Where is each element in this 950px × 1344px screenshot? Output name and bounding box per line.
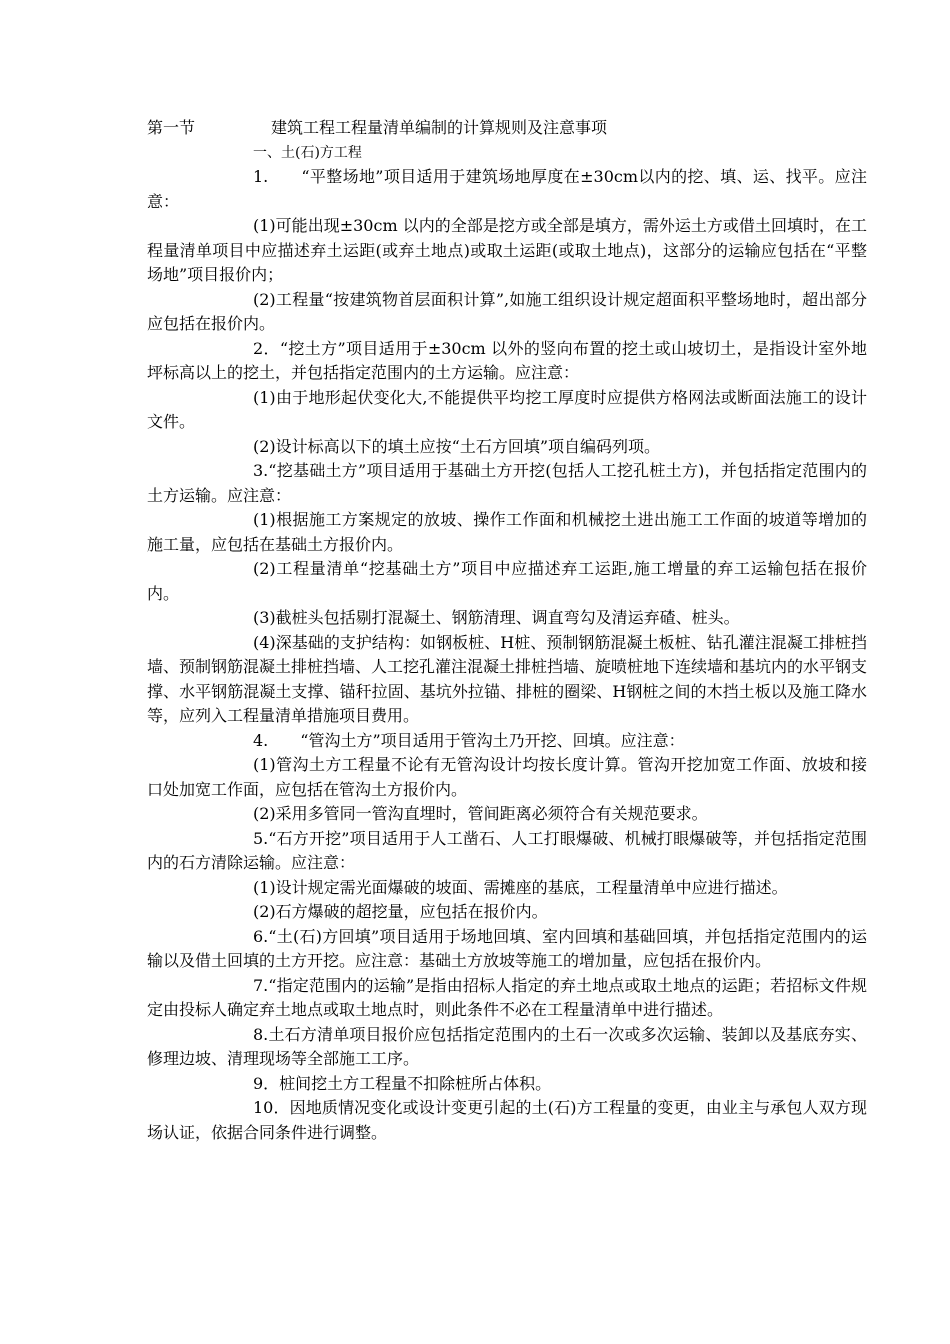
paragraph: (2)工程量“按建筑物首层面积计算”,如施工组织设计规定超面积平整场地时，超出部分应包括在报价内。 [147,289,867,333]
paragraph: (2)石方爆破的超挖量，应包括在报价内。 [253,902,548,921]
paragraph: 6.“土(石)方回填”项目适用于场地回填、室内回填和基础回填，并包括指定范围内的运输以及借土回填的土方开挖。应注意：基础土方放坡等施工的增加量，应包括在报价内。 [147,926,867,970]
paragraph: 4. “管沟土方”项目适用于管沟土乃开挖、回填。应注意： [253,730,685,750]
paragraph: 9．桩间挖土方工程量不扣除桩所占体积。 [253,1073,552,1093]
paragraph: (1)管沟土方工程量不论有无管沟设计均按长度计算。管沟开挖加宽工作面、放坡和接口处加宽工作面，应包括在管沟土方报价内。 [147,755,867,799]
paragraph: 1. “平整场地”项目适用于建筑场地厚度在±30cm以内的挖、填、运、找平。应注意： [147,167,867,211]
paragraph: (2)采用多管同一管沟直埋时，管间距离必须符合有关规范要求。 [253,804,708,823]
paragraph: 7.“指定范围内的运输”是指由招标人指定的弃土地点或取土地点的运距；若招标文件规定由投标人确定弃土地点或取土地点时，则此条件不必在工程量清单中进行描述。 [147,975,867,1019]
paragraph: 2．“挖土方”项目适用于±30cm 以外的竖向布置的挖土或山坡切土，是指设计室外地坪标高以上的挖土，并包括指定范围内的土方运输。应注意： [147,338,867,382]
section-title: 建筑工程工程量清单编制的计算规则及注意事项 [271,118,608,137]
paragraph: (4)深基础的支护结构：如钢板桩、H桩、预制钢筋混凝土板桩、钻孔灌注混凝工排桩挡墙、预制钢筋混凝土排桩挡墙、人工挖孔灌注混凝土排桩挡墙、旋喷桩地下连续墙和基坑内的水平钢支撑、水平钢筋混凝土支撑、锚秆拉固、基坑外拉锚、排桩的圈梁、H钢桩之间的木挡土板以及施工降水等，应列入工程量清单措施项目费用。 [147,632,868,725]
paragraph: (2)工程量清单“挖基础土方”项目中应描述弃工运距,施工增量的弃工运输包括在报价内。 [147,559,867,603]
subsection-heading: 一、土(石)方工程 [253,145,362,161]
paragraph: (1)根据施工方案规定的放坡、操作工作面和机械挖土进出施工工作面的坡道等增加的施工量，应包括在基础土方报价内。 [147,510,867,554]
document-body [147,118,867,1145]
paragraph: (3)截桩头包括剔打混凝土、钢筋清理、调直弯勾及清运弃碴、桩头。 [253,608,740,627]
section-label: 第一节 [147,118,196,137]
paragraph: 3.“挖基础土方”项目适用于基础土方开挖(包括人工挖孔桩土方)，并包括指定范围内的土方运输。应注意： [147,461,867,505]
paragraph: 8.土石方清单项目报价应包括指定范围内的土石一次或多次运输、装卸以及基底夯实、修理边坡、清理现场等全部施工工序。 [147,1024,867,1068]
paragraph: (1)由于地形起伏变化大,不能提供平均挖工厚度时应提供方格网法或断面法施工的设计文件。 [147,387,867,431]
paragraph: (1)设计规定需光面爆破的坡面、需摊座的基底，工程量清单中应进行描述。 [253,877,788,897]
paragraph: 5.“石方开挖”项目适用于人工凿石、人工打眼爆破、机械打眼爆破等，并包括指定范围内的石方清除运输。应注意： [147,828,867,872]
paragraph: (1)可能出现±30cm 以内的全部是挖方或全部是填方，需外运土方或借土回填时，在工程量清单项目中应描述弃土运距(或弃土地点)或取土运距(或取土地点)，这部分的运输应包括在“平整场地”项目报价内； [147,216,867,284]
paragraph: 10．因地质情况变化或设计变更引起的土(石)方工程量的变更，由业主与承包人双方现场认证，依据合同条件进行调整。 [147,1098,867,1142]
paragraph: (2)设计标高以下的填土应按“土石方回填”项自编码列项。 [253,436,661,456]
section-heading [147,118,867,138]
paragraph-list [147,165,867,1145]
